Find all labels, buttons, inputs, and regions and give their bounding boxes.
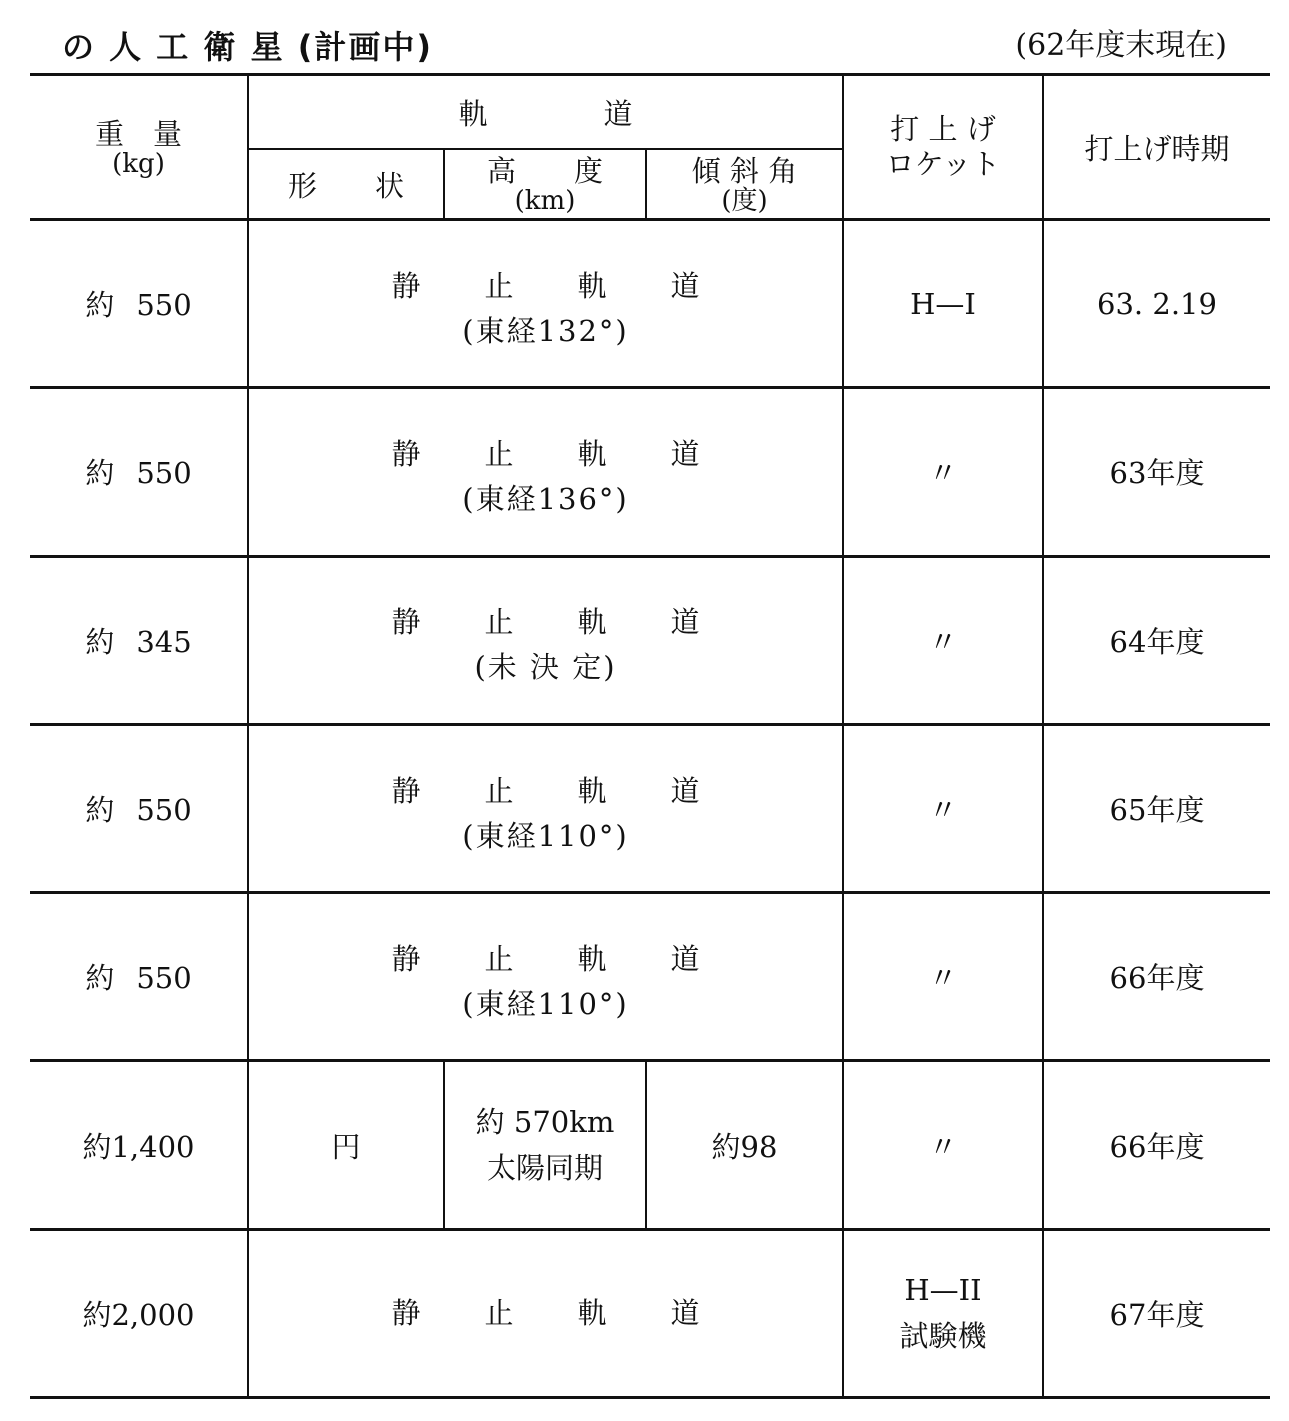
table-title: の 人 工 衛 星 (計画中) — [62, 28, 433, 66]
weight-cell: 約2,000 — [30, 1229, 248, 1397]
weight-prefix: 約 — [85, 456, 115, 491]
table-row — [30, 388, 1270, 556]
orbit-longitude: (東経110°) — [462, 818, 629, 853]
launch-cell: 64年度 — [1043, 556, 1270, 724]
table-row — [30, 556, 1270, 724]
header-launch: 打上げ時期 — [1043, 75, 1270, 220]
table-row — [30, 724, 1270, 892]
orbit-type: 静止軌道 — [391, 773, 764, 808]
satellite-table — [30, 73, 1270, 1399]
weight-cell: 約1,400 — [30, 1061, 248, 1229]
orbit-type: 静止軌道 — [391, 1295, 764, 1330]
rocket-cell: 〃 — [843, 893, 1043, 1061]
orbit-type: 静止軌道 — [391, 941, 764, 976]
launch-cell: 67年度 — [1043, 1229, 1270, 1397]
rocket-cell: 〃 — [843, 724, 1043, 892]
launch-cell: 63年度 — [1043, 388, 1270, 556]
weight-prefix: 約 — [85, 792, 115, 827]
orbit-longitude: (未 決 定) — [474, 650, 617, 685]
launch-cell: 66年度 — [1043, 893, 1270, 1061]
weight-prefix: 約 — [85, 961, 115, 996]
rocket-cell — [843, 1229, 1043, 1397]
orbit-longitude: (東経136°) — [462, 482, 629, 517]
orbit-cell — [248, 1229, 843, 1397]
weight-value: 550 — [136, 288, 192, 323]
header-weight — [30, 75, 248, 220]
weight-cell — [30, 220, 248, 388]
rocket-cell: 〃 — [843, 1061, 1043, 1229]
header-inclination-unit: (度) — [721, 186, 768, 217]
orbit-longitude: (東経132°) — [462, 313, 629, 348]
orbit-type: 静止軌道 — [391, 605, 764, 640]
weight-value: 550 — [136, 792, 192, 827]
header-shape: 形 状 — [248, 149, 444, 220]
altitude-value: 約 570km — [475, 1104, 615, 1139]
table-row — [30, 1229, 1270, 1397]
launch-cell: 66年度 — [1043, 1061, 1270, 1229]
shape-cell: 円 — [248, 1061, 444, 1229]
orbit-type: 静止軌道 — [391, 268, 764, 303]
header-weight-label: 重 量 — [94, 116, 182, 151]
launch-cell: 65年度 — [1043, 724, 1270, 892]
header-inclination-label: 傾 斜 角 — [691, 153, 798, 188]
weight-value: 345 — [136, 624, 192, 659]
rocket-cell: H—I — [843, 220, 1043, 388]
inclination-cell: 約98 — [646, 1061, 843, 1229]
weight-cell — [30, 388, 248, 556]
weight-value: 550 — [136, 961, 192, 996]
header-inclination — [646, 149, 843, 220]
orbit-cell — [248, 724, 843, 892]
header-rocket — [843, 75, 1043, 220]
header-altitude — [444, 149, 646, 220]
rocket-cell: 〃 — [843, 388, 1043, 556]
header-altitude-label: 高 度 — [486, 153, 603, 188]
orbit-cell — [248, 556, 843, 724]
launch-cell: 63. 2.19 — [1043, 220, 1270, 388]
table-row — [30, 1061, 1270, 1229]
weight-cell — [30, 893, 248, 1061]
orbit-cell — [248, 220, 843, 388]
weight-prefix: 約 — [85, 288, 115, 323]
orbit-cell — [248, 893, 843, 1061]
rocket-name: H—II — [904, 1272, 982, 1307]
orbit-longitude: (東経110°) — [462, 986, 629, 1021]
header-rocket-line2: ロケット — [885, 147, 1001, 181]
table-row — [30, 893, 1270, 1061]
header-weight-unit: (kg) — [112, 149, 165, 180]
header-altitude-unit: (km) — [514, 186, 576, 217]
table-row — [30, 220, 1270, 388]
weight-value: 550 — [136, 456, 192, 491]
header-rocket-line1: 打 上 げ — [890, 112, 996, 147]
orbit-cell — [248, 388, 843, 556]
altitude-sync: 太陽同期 — [486, 1151, 603, 1186]
as-of-date: (62年度末現在) — [1015, 28, 1227, 63]
header-orbit: 軌 道 — [248, 75, 843, 150]
weight-cell — [30, 556, 248, 724]
rocket-cell: 〃 — [843, 556, 1043, 724]
weight-cell — [30, 724, 248, 892]
orbit-type: 静止軌道 — [391, 436, 764, 471]
rocket-note: 試験機 — [899, 1319, 987, 1354]
weight-prefix: 約 — [85, 624, 115, 659]
altitude-cell — [444, 1061, 646, 1229]
